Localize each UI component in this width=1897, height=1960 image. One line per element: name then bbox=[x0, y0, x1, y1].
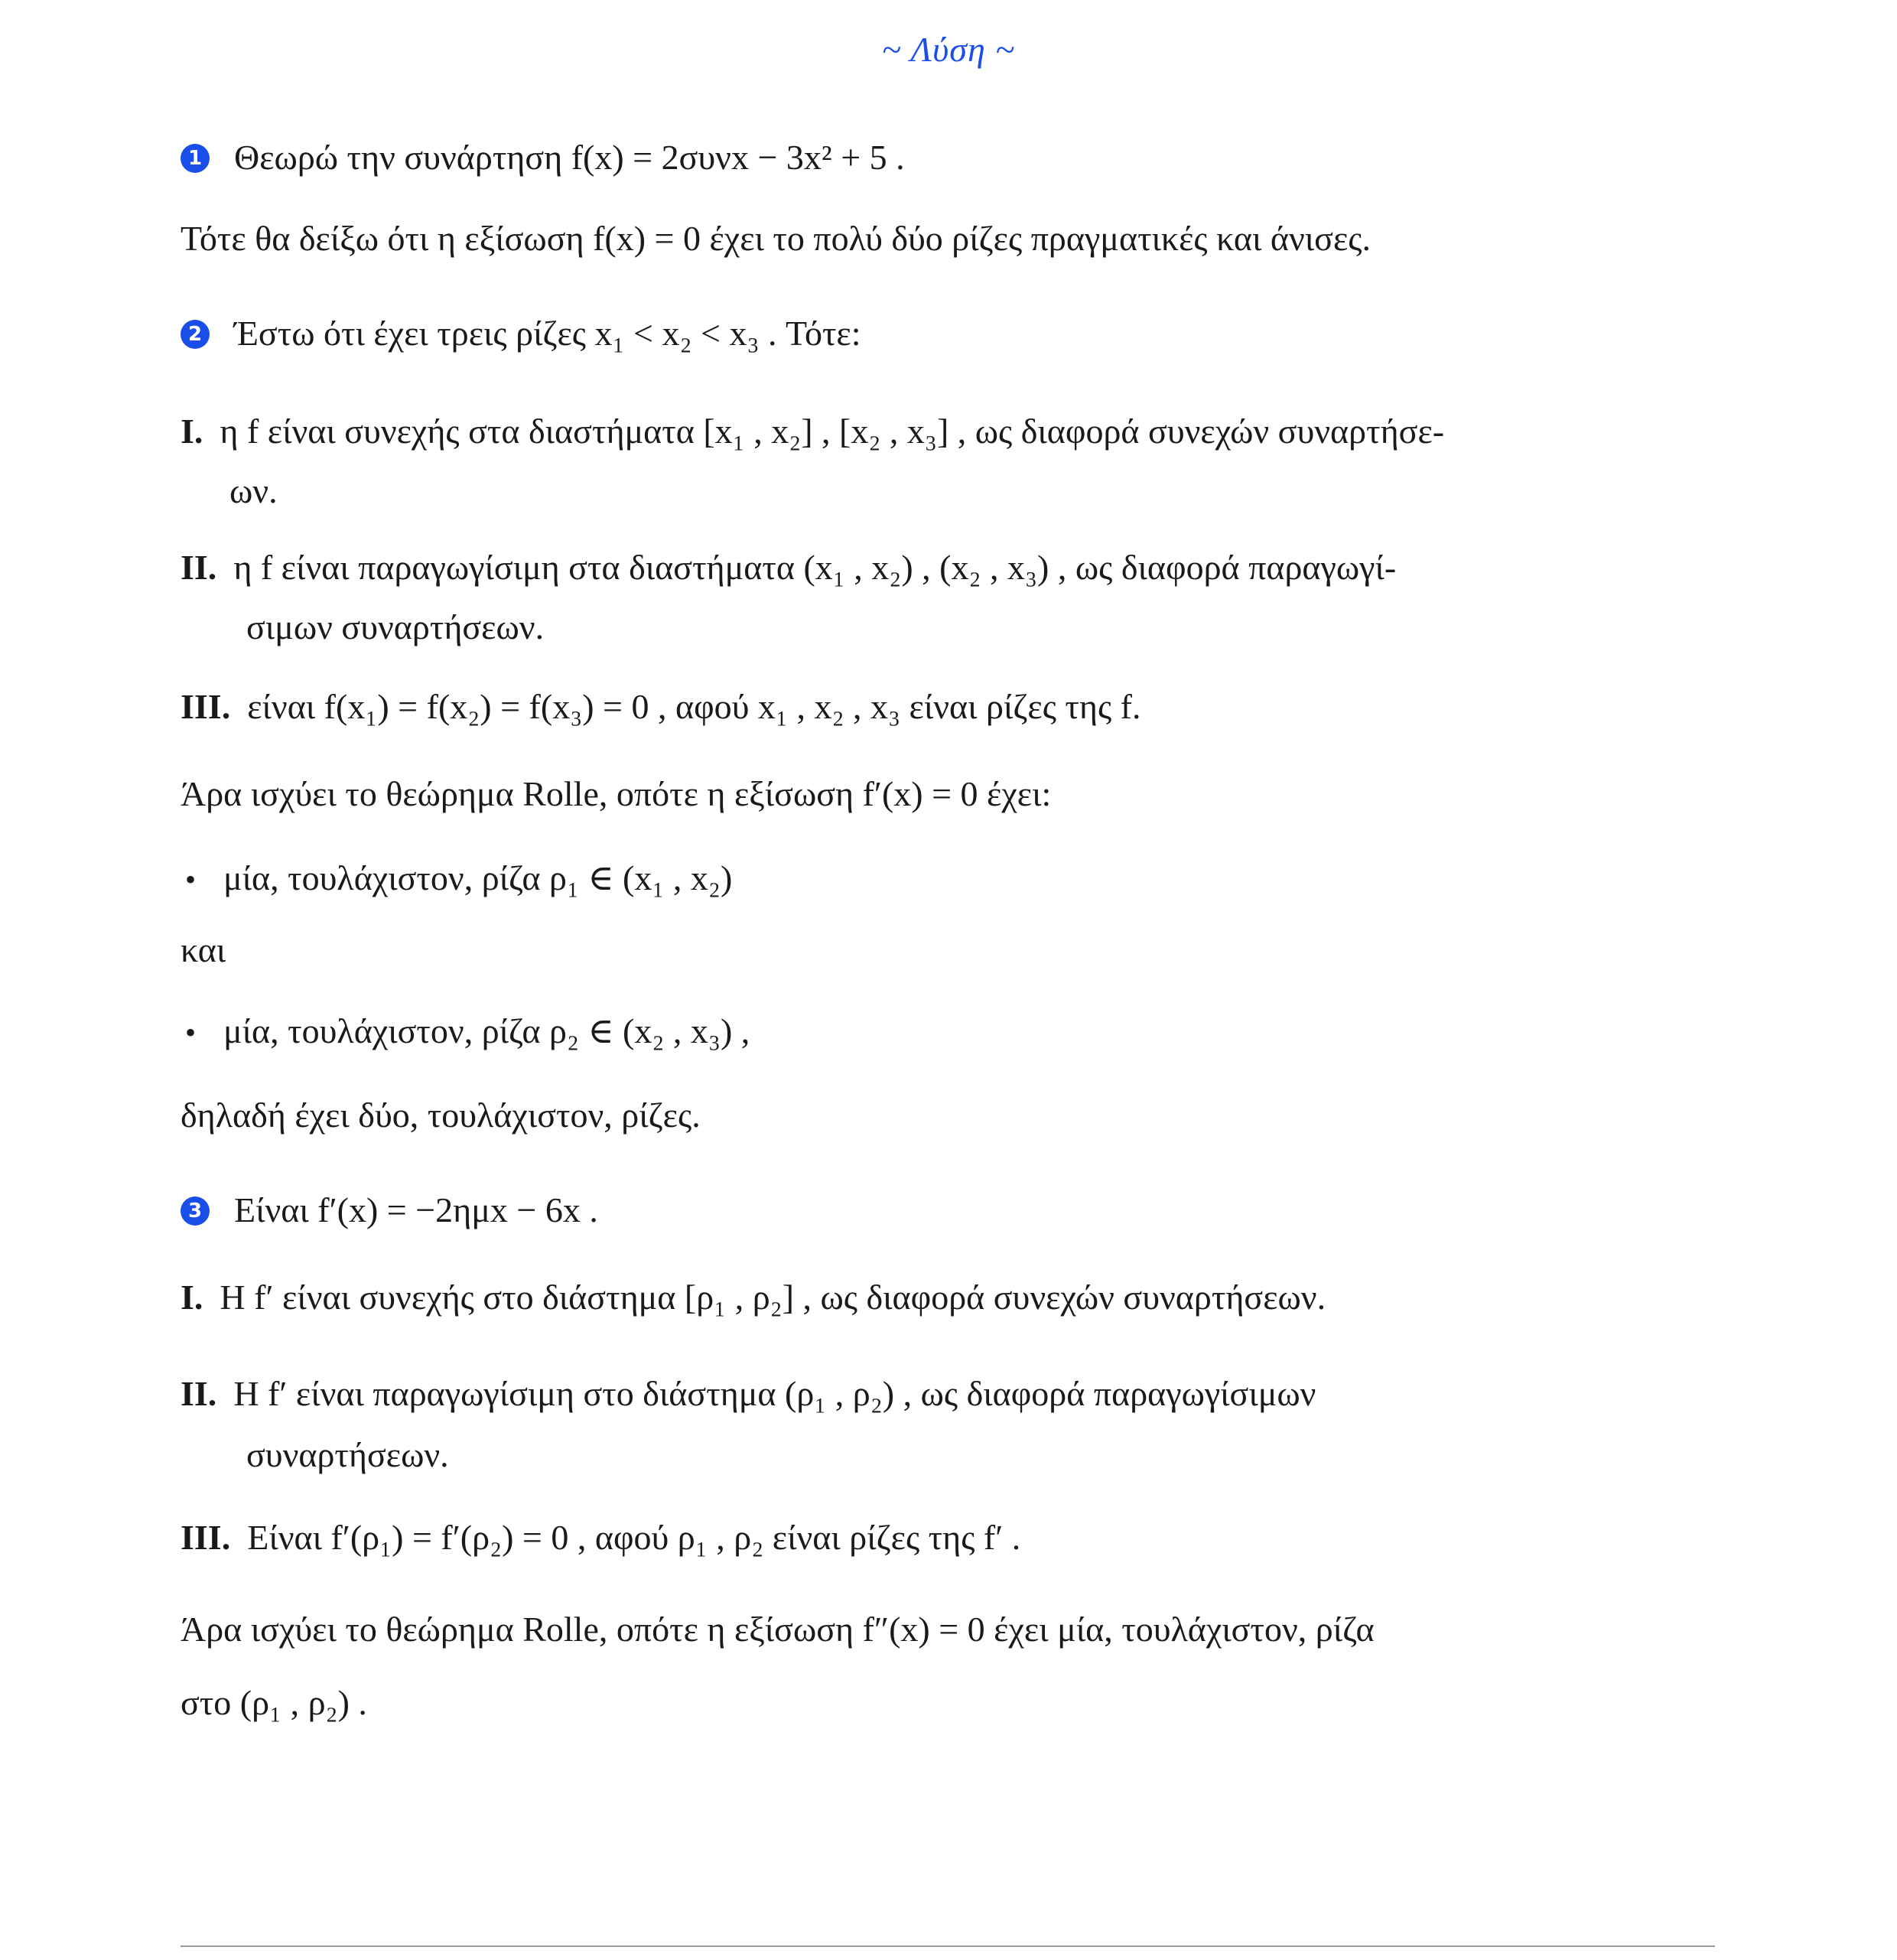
step1-marker: 1 bbox=[181, 144, 210, 173]
step2-item-2-text: η f είναι παραγωγίσιμη στα διαστήματα (x₁ , x₂) , (x₂ , x₃) , ως διαφορά παραγωγί- bbox=[233, 548, 1397, 587]
step2-item-1-label: I. bbox=[181, 412, 203, 451]
step2-item-2 bbox=[181, 545, 1710, 591]
step3-item-1-text: Η f′ είναι συνεχής στο διάστημα [ρ₁ , ρ₂] , ως διαφορά συνεχών συναρτήσεων. bbox=[220, 1278, 1326, 1317]
step2-item-3 bbox=[181, 684, 1710, 730]
step3-item-2-label: II. bbox=[181, 1374, 217, 1413]
step2-marker: 2 bbox=[181, 320, 210, 349]
step2-bullet-2-text: μία, τουλάχιστον, ρίζα ρ₂ ∈ (x₂ , x₃) , bbox=[223, 1011, 750, 1050]
solution-title: ~ Λύση ~ bbox=[881, 30, 1016, 69]
step1-intro: Θεωρώ την συνάρτηση f(x) = 2συνx − 3x² + 5 . bbox=[234, 138, 905, 177]
step2-and: και bbox=[181, 930, 226, 969]
step3-item-2-text: Η f′ είναι παραγωγίσιμη στο διάστημα (ρ₁ , ρ₂) , ως διαφορά παραγωγίσιμων bbox=[233, 1374, 1316, 1413]
step1-claim: Τότε θα δείξω ότι η εξίσωση f(x) = 0 έχει το πολύ δύο ρίζες πραγματικές και άνισες. bbox=[181, 219, 1372, 258]
step3-conclusion-cont: στο (ρ₁ , ρ₂) . bbox=[181, 1683, 367, 1722]
step2-item-1-cont: ων. bbox=[229, 471, 278, 510]
step2-item-3-label: III. bbox=[181, 687, 231, 726]
step2-item-3-text: είναι f(x₁) = f(x₂) = f(x₃) = 0 , αφού x₁ , x₂ , x₃ είναι ρίζες της f. bbox=[247, 687, 1141, 726]
step2-result: δηλαδή έχει δύο, τουλάχιστον, ρίζες. bbox=[181, 1096, 701, 1135]
step3-marker: 3 bbox=[181, 1197, 210, 1226]
step3-item-2 bbox=[181, 1371, 1710, 1417]
step2-item-1-text: η f είναι συνεχής στα διαστήματα [x₁ , x₂] , [x₂ , x₃] , ως διαφορά συνεχών συναρτήσε- bbox=[220, 412, 1445, 451]
step3-conclusion: Άρα ισχύει το θεώρημα Rolle, οπότε η εξίσωση f″(x) = 0 έχει μία, τουλάχιστον, ρίζα bbox=[181, 1610, 1375, 1649]
step3-intro: Είναι f′(x) = −2ημx − 6x . bbox=[234, 1190, 598, 1229]
step2-intro-line bbox=[181, 311, 1710, 357]
footer-rule bbox=[181, 1945, 1715, 1947]
step2-intro: Έστω ότι έχει τρεις ρίζες x₁ < x₂ < x₃ . Τότε: bbox=[234, 314, 861, 353]
bullet-dot: • bbox=[185, 1015, 197, 1050]
step3-intro-line bbox=[181, 1187, 1710, 1233]
step2-bullet-1-text: μία, τουλάχιστον, ρίζα ρ₁ ∈ (x₁ , x₂) bbox=[223, 858, 733, 897]
step3-item-3-label: III. bbox=[181, 1518, 231, 1557]
step3-item-1 bbox=[181, 1275, 1710, 1320]
step3-item-1-label: I. bbox=[181, 1278, 203, 1317]
step2-bullet-2 bbox=[181, 1008, 1710, 1056]
step2-item-2-label: II. bbox=[181, 548, 217, 587]
step2-bullet-1 bbox=[181, 855, 1710, 903]
step2-item-1 bbox=[181, 409, 1710, 454]
step3-item-3 bbox=[181, 1515, 1710, 1561]
step3-item-2-cont: συναρτήσεων. bbox=[246, 1435, 449, 1474]
step2-conclusion: Άρα ισχύει το θεώρημα Rolle, οπότε η εξίσωση f′(x) = 0 έχει: bbox=[181, 774, 1052, 813]
bullet-dot: • bbox=[185, 862, 197, 897]
step3-item-3-text: Είναι f′(ρ₁) = f′(ρ₂) = 0 , αφού ρ₁ , ρ₂ είναι ρίζες της f′ . bbox=[247, 1518, 1021, 1557]
step2-item-2-cont: σιμων συναρτήσεων. bbox=[246, 607, 545, 646]
step1-intro-line bbox=[181, 135, 1710, 181]
